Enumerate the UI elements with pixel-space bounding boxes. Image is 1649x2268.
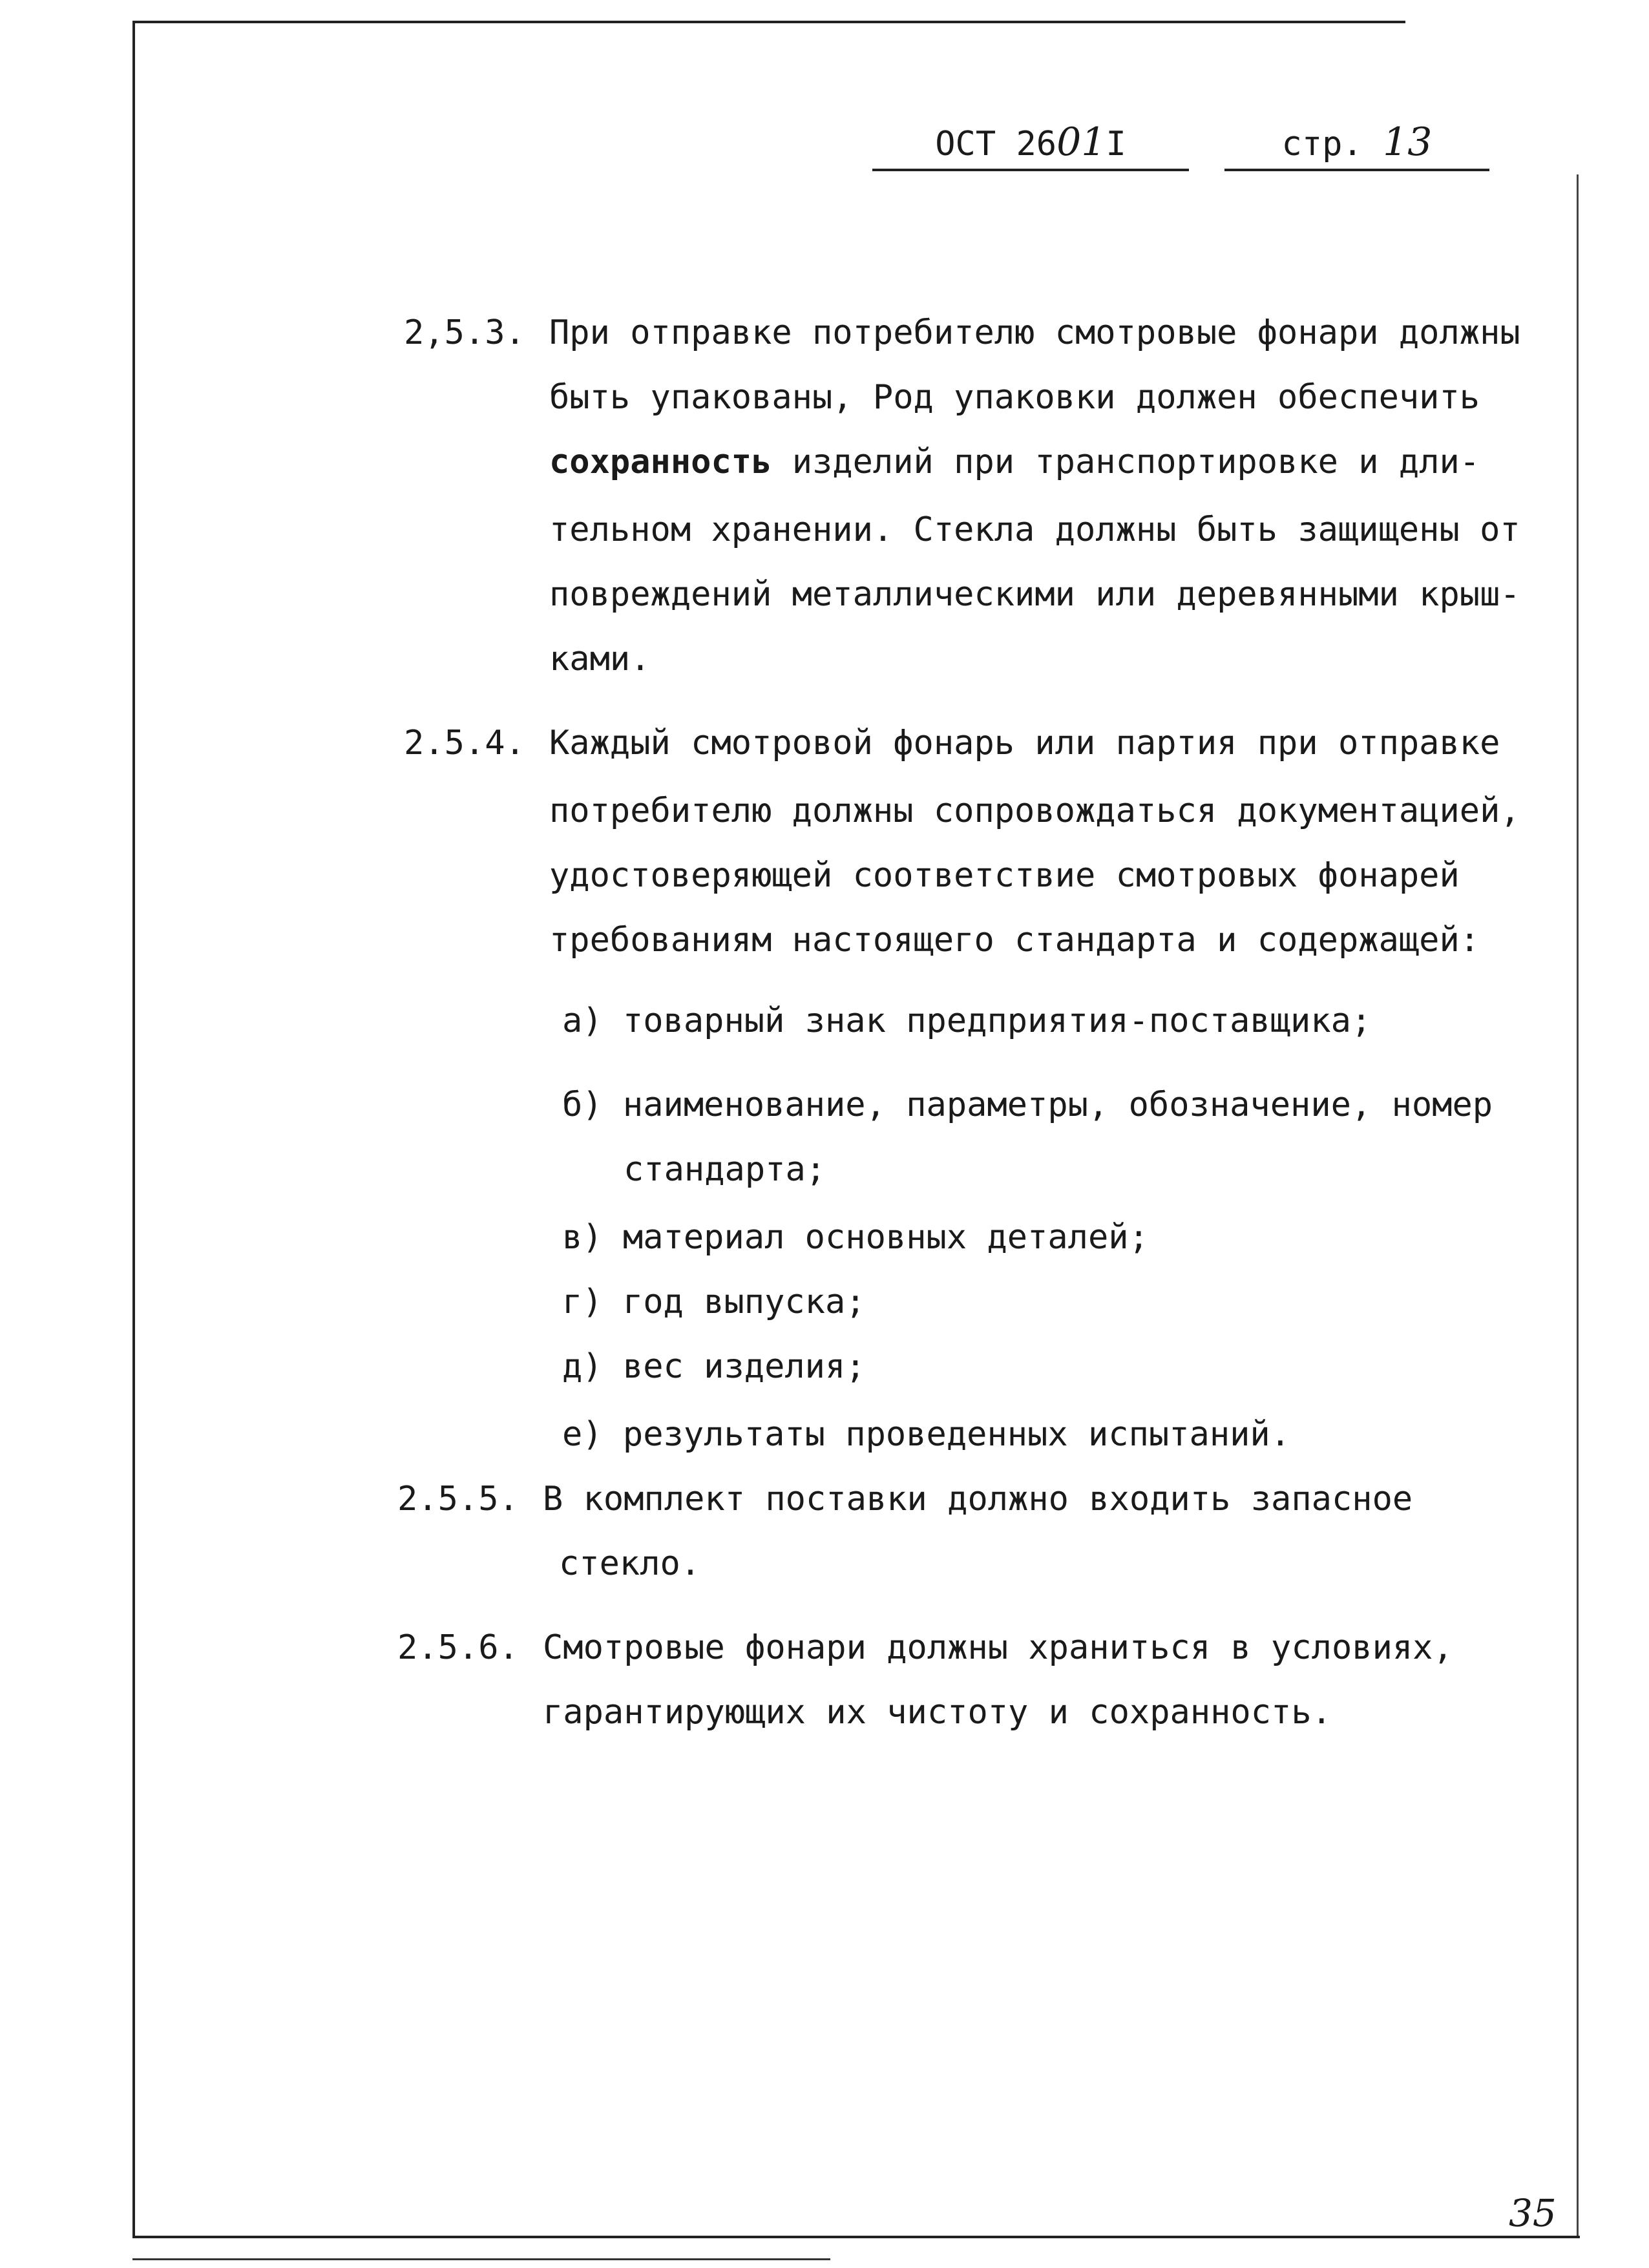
section-number: 2.5.6. bbox=[397, 1628, 519, 1667]
standard-number-handwritten: 01 bbox=[1056, 120, 1106, 165]
list-item: д) вес изделия; bbox=[562, 1347, 866, 1386]
sheet-number: 35 bbox=[1509, 2191, 1557, 2235]
text-line: При отправке потребителю смотровые фонари должны bbox=[549, 313, 1520, 352]
text-line: тельном хранении. Стекла должны быть защищены от bbox=[549, 510, 1520, 549]
text-fragment: изделий при транспортировке и дли- bbox=[792, 443, 1480, 481]
text-line: гарантирующих их чистоту и сохранность. bbox=[543, 1693, 1332, 1732]
list-item: б) наименование, параметры, обозначение, номер bbox=[562, 1086, 1493, 1124]
page-number: 13 bbox=[1383, 120, 1433, 165]
text-line: Смотровые фонари должны храниться в условиях, bbox=[543, 1628, 1453, 1667]
standard-code: ОСТ 26 bbox=[935, 125, 1057, 163]
list-item: е) результаты проведенных испытаний. bbox=[562, 1415, 1291, 1454]
text-line: В комплект поставки должно входить запасное bbox=[543, 1480, 1413, 1518]
list-item: в) материал основных деталей; bbox=[562, 1218, 1149, 1257]
section-number: 2.5.4. bbox=[404, 724, 525, 762]
page-label: стр. bbox=[1281, 125, 1363, 163]
text-line: потребителю должны сопровождаться документацией, bbox=[549, 792, 1520, 830]
text-line: повреждений металлическими или деревянными крыш- bbox=[549, 575, 1520, 614]
list-item: г) год выпуска; bbox=[562, 1283, 866, 1321]
list-item: а) товарный знак предприятия-поставщика; bbox=[562, 1002, 1372, 1040]
section-number: 2,5.3. bbox=[404, 313, 525, 352]
standard-suffix: I bbox=[1106, 125, 1126, 163]
text-line: требованиям настоящего стандарта и содержащей: bbox=[549, 921, 1480, 960]
section-number: 2.5.5. bbox=[397, 1480, 519, 1518]
list-item-continuation: стандарта; bbox=[624, 1150, 826, 1189]
text-line: стекло. bbox=[559, 1544, 701, 1583]
text-line: быть упакованы, Род упаковки должен обеспечить bbox=[549, 378, 1480, 417]
text-line: ками. bbox=[549, 640, 651, 678]
text-line: Каждый смотровой фонарь или партия при отправке bbox=[549, 724, 1500, 762]
text-line bbox=[549, 443, 1480, 481]
bold-word: сохранность bbox=[549, 443, 772, 481]
text-line: удостоверяющей соответствие смотровых фонарей bbox=[549, 856, 1460, 895]
